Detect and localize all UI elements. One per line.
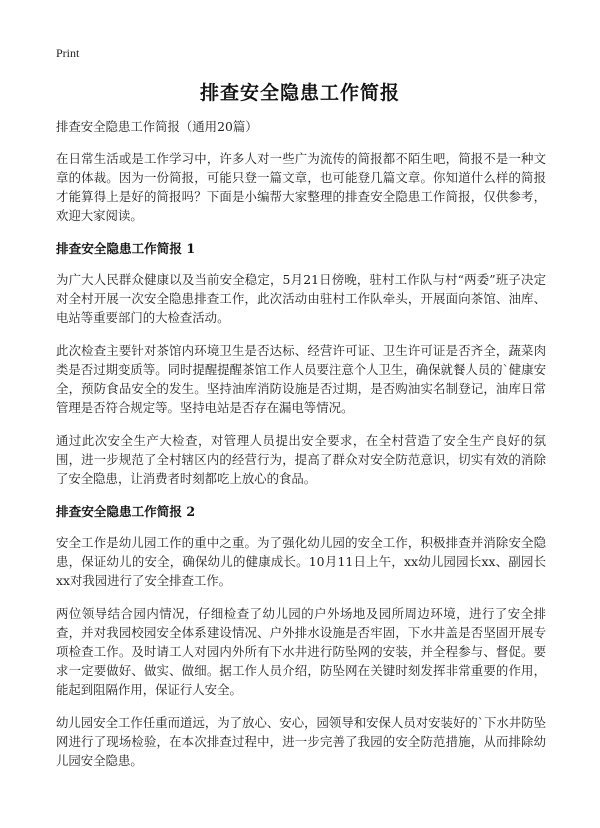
intro-paragraph: 在日常生活或是工作学习中，许多人对一些广为流传的简报都不陌生吧，简报不是一种文章的体裁。因为一份简报，可能只登一篇文章，也可能登几篇文章。你知道什么样的简报才能算得上是好的简报吗？下面是小编帮大家整理的排查安全隐患工作简报，仅供参考，欢迎大家阅读。 <box>56 151 546 223</box>
document-subtitle: 排查安全隐患工作简报（通用20篇） <box>56 119 258 134</box>
section-paragraph: 两位领导结合园内情况，仔细检查了幼儿园的户外场地及园所周边环境，进行了安全排查，并对我园校园安全体系建设情况、户外排水设施是否牢固，下水井盖是否坚固开展专项检查工作。及时请工人对园内外所有下水井进行防坠网的安装，并全程参与、督促。要求一定要做好、做实、做细。据工作人员介绍，防坠网在关键时刻发挥非常重要的作用，能起到阻隔作用，保证行人安全。 <box>56 606 546 697</box>
print-link[interactable]: Print <box>56 46 80 60</box>
section-paragraph: 幼儿园安全工作任重而道远，为了放心、安心，园领导和安保人员对安装好的`下水井防坠网进行了现场检验，在本次排查过程中，进一步完善了我园的安全防范措施，从而排除幼儿园安全隐患。 <box>56 715 546 768</box>
section-heading: 排查安全隐患工作简报 2 <box>56 504 196 519</box>
section-paragraph: 通过此次安全生产大检查，对管理人员提出安全要求，在全村营造了安全生产良好的氛围，进一步规范了全村辖区内的经营行为，提高了群众对安全防范意识，切实有效的消除了安全隐患，让消费者时刻都吃上放心的食品。 <box>56 433 546 486</box>
document-body <box>56 117 546 784</box>
section-paragraph: 此次检查主要针对茶馆内环境卫生是否达标、经营许可证、卫生许可证是否齐全，蔬菜肉类是否过期变质等。同时提醒提醒茶馆工作人员要注意个人卫生，确保就餐人员的`健康安全，预防食品安全的发生。坚持油库消防设施是否过期，是否购油实名制登记，油库日常管理是否符合规定等。坚持电站是否存在漏电等情况。 <box>56 343 546 415</box>
page-title: 排查安全隐患工作简报 <box>199 82 400 104</box>
section-heading: 排查安全隐患工作简报 1 <box>56 241 196 256</box>
section-paragraph: 安全工作是幼儿园工作的重中之重。为了强化幼儿园的安全工作，积极排查并消除安全隐患，保证幼儿的安全，确保幼儿的健康成长。10月11日上午，xx幼儿园园长xx、副园长xx对我园进行了安全排查工作。 <box>56 535 546 588</box>
section-paragraph: 为广大人民群众健康以及当前安全稳定，5月21日傍晚，驻村工作队与村“两委”班子决定对全村开展一次安全隐患排查工作，此次活动由驻村工作队牵头，开展面向茶馆、油库、电站等重要部门的大检查活动。 <box>56 272 546 325</box>
